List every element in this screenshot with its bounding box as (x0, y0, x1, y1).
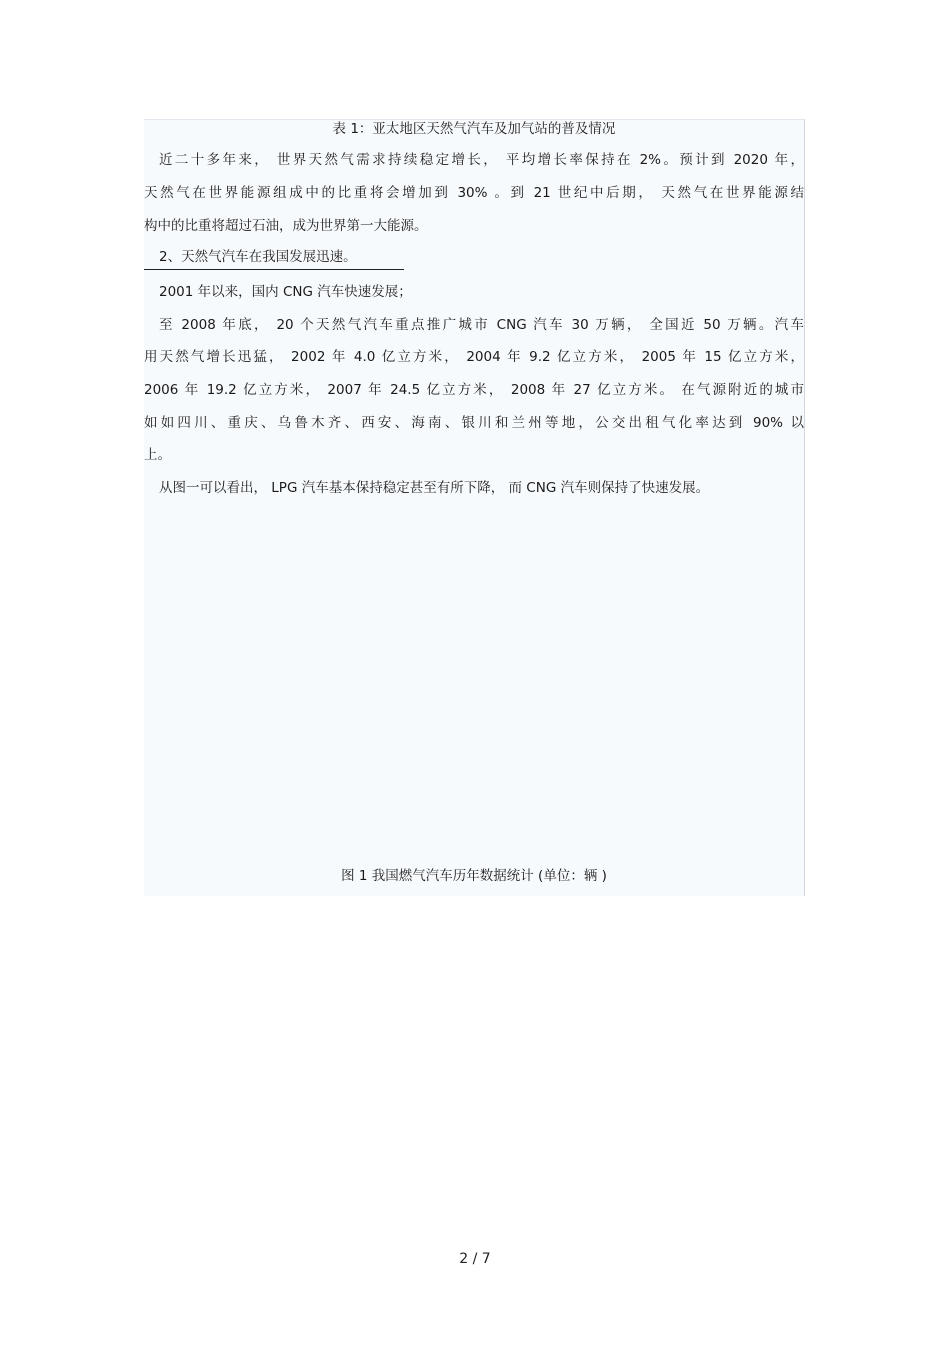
figure-caption: 图 1 我国燃气汽车历年数据统计 (单位：辆 ) (341, 868, 607, 884)
paragraph-2: 2001 年以来，国内 CNG 汽车快速发展； (159, 284, 412, 300)
document-body (144, 119, 805, 896)
paragraph-4: 从图一可以看出， LPG 汽车基本保持稳定甚至有所下降， 而 CNG 汽车则保持了快速发展。 (159, 480, 710, 496)
paragraph-1-line-2: 天然气在世界能源组成中的比重将会增加到 30% 。到 21 世纪中后期， 天然气在世界能源结 (144, 185, 804, 201)
section-heading: 2、天然气汽车在我国发展迅速。 (159, 249, 357, 265)
paragraph-3-line-1: 至 2008 年底， 20 个天然气汽车重点推广城市 CNG 汽车 30 万辆， 全国近 50 万辆。汽车 (159, 317, 804, 333)
paragraph-3-line-4: 如如四川、重庆、乌鲁木齐、西安、海南、银川和兰州等地，公交出租气化率达到 90% 以 (144, 415, 804, 431)
page-number: 2 / 7 (459, 1251, 491, 1267)
paragraph-3-line-2: 用天然气增长迅猛， 2002 年 4.0 亿立方米， 2004 年 9.2 亿立方米， 2005 年 15 亿立方米， (144, 349, 804, 365)
table-caption: 表 1：亚太地区天然气汽车及加气站的普及情况 (332, 121, 616, 137)
paragraph-3-line-5: 上。 (144, 447, 171, 463)
paragraph-3-line-3: 2006 年 19.2 亿立方米， 2007 年 24.5 亿立方米， 2008 年 27 亿立方米。 在气源附近的城市 (144, 382, 804, 398)
paragraph-1-line-1: 近二十多年来， 世界天然气需求持续稳定增长， 平均增长率保持在 2%。预计到 2020 年， (159, 152, 804, 168)
heading-underline (144, 269, 404, 270)
paragraph-1-line-3: 构中的比重将超过石油，成为世界第一大能源。 (144, 218, 428, 234)
